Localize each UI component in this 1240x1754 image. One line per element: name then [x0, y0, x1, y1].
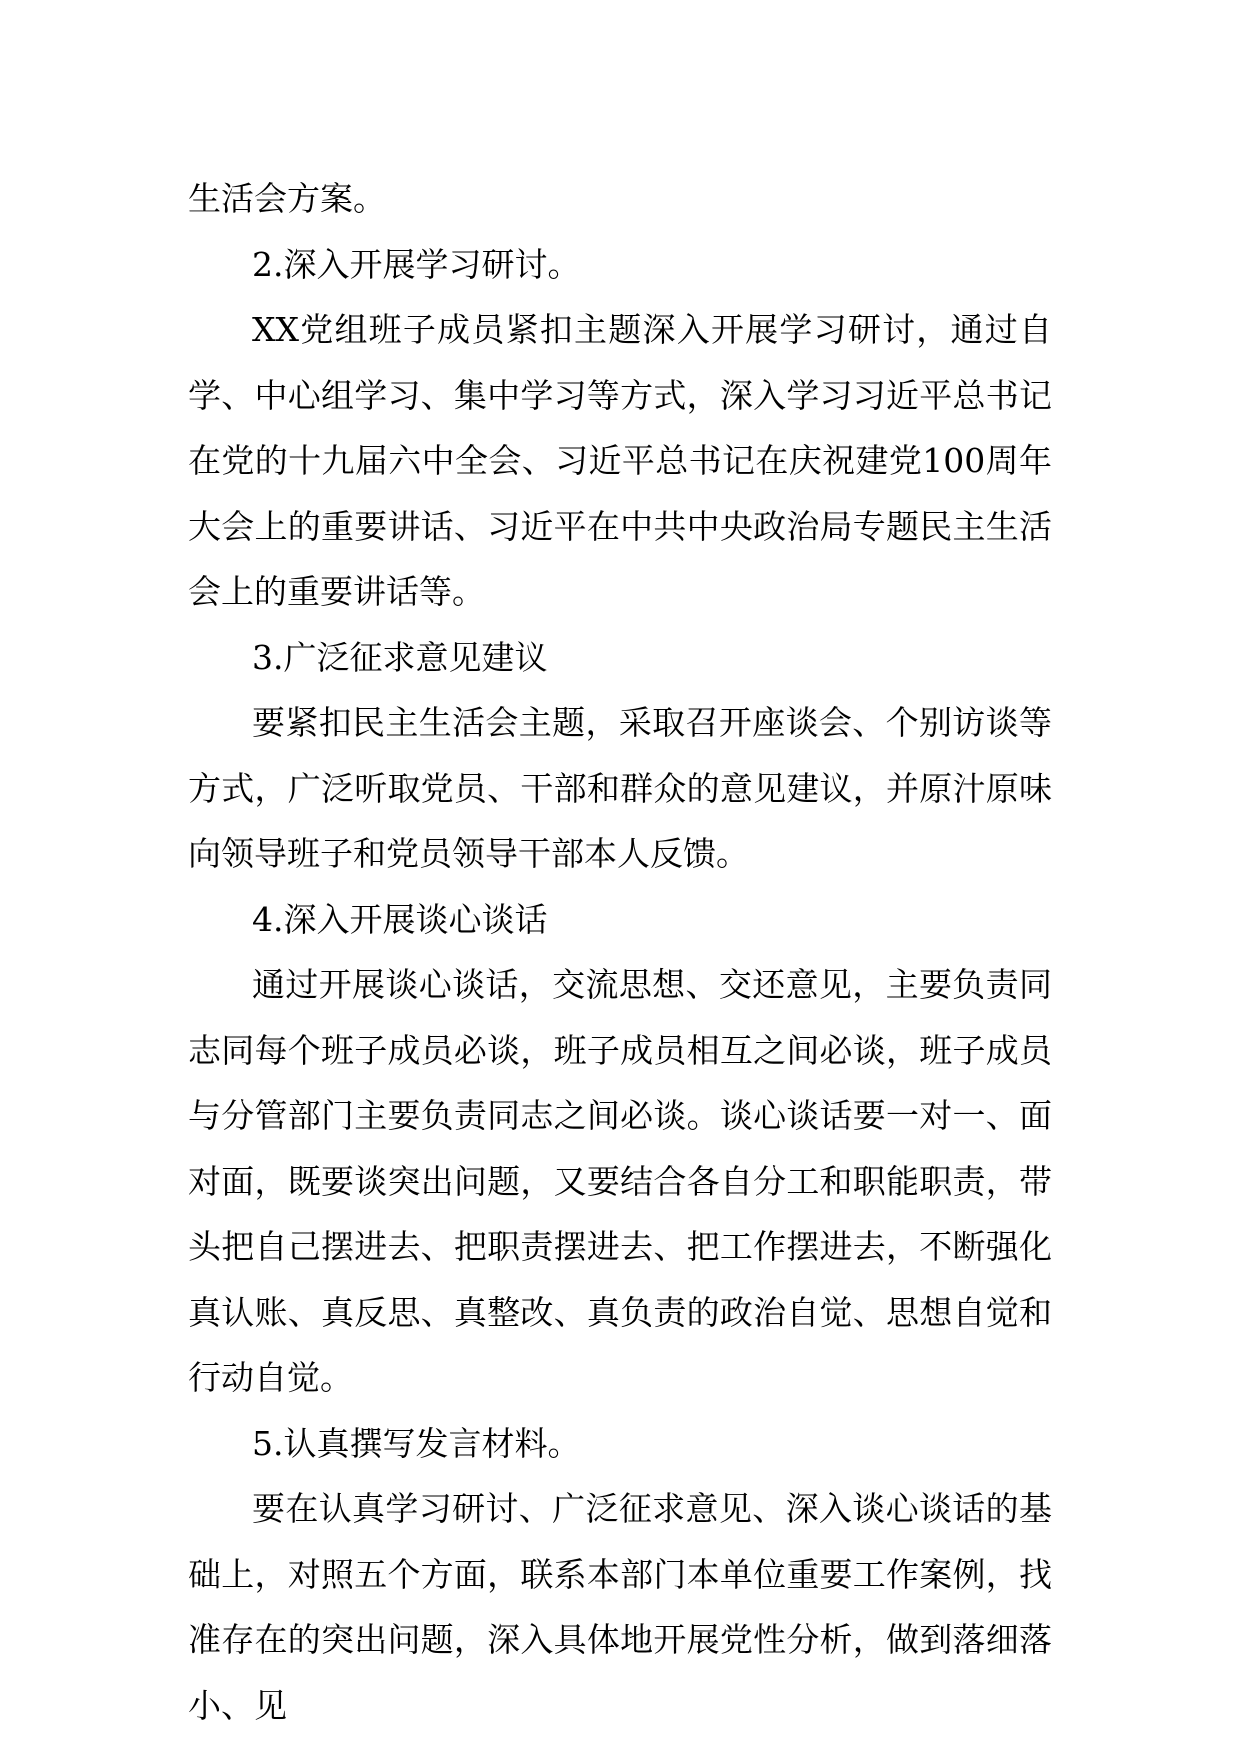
document-body	[188, 166, 1052, 1738]
paragraph-speech-materials: 要在认真学习研讨、广泛征求意见、深入谈心谈话的基础上，对照五个方面，联系本部门本单位重要工作案例，找准存在的突出问题，深入具体地开展党性分析，做到落细落小、见	[188, 1489, 1052, 1725]
heading-item-5: 5.认真撰写发言材料。	[252, 1423, 581, 1463]
heading-item-4: 4.深入开展谈心谈话	[252, 899, 548, 939]
heading-item-3: 3.广泛征求意见建议	[252, 637, 548, 677]
paragraph-study-discussion: XX党组班子成员紧扣主题深入开展学习研讨，通过自学、中心组学习、集中学习等方式，深入学习习近平总书记在党的十九届六中全会、习近平总书记在庆祝建党100周年大会上的重要讲话、习近平在中共中央政治局专题民主生活会上的重要讲话等。	[188, 310, 1052, 611]
paragraph-heart-to-heart-talks: 通过开展谈心谈话，交流思想、交还意见，主要负责同志同每个班子成员必谈，班子成员相互之间必谈，班子成员与分管部门主要负责同志之间必谈。谈心谈话要一对一、面对面，既要谈突出问题，又要结合各自分工和职能职责，带头把自己摆进去、把职责摆进去、把工作摆进去，不断强化真认账、真反思、真整改、真负责的政治自觉、思想自觉和行动自觉。	[188, 965, 1052, 1397]
paragraph-continuation: 生活会方案。	[188, 179, 386, 218]
heading-item-2: 2.深入开展学习研讨。	[252, 244, 581, 284]
paragraph-solicit-opinions: 要紧扣民主生活会主题，采取召开座谈会、个别访谈等方式，广泛听取党员、干部和群众的意见建议，并原汁原味向领导班子和党员领导干部本人反馈。	[188, 703, 1052, 873]
